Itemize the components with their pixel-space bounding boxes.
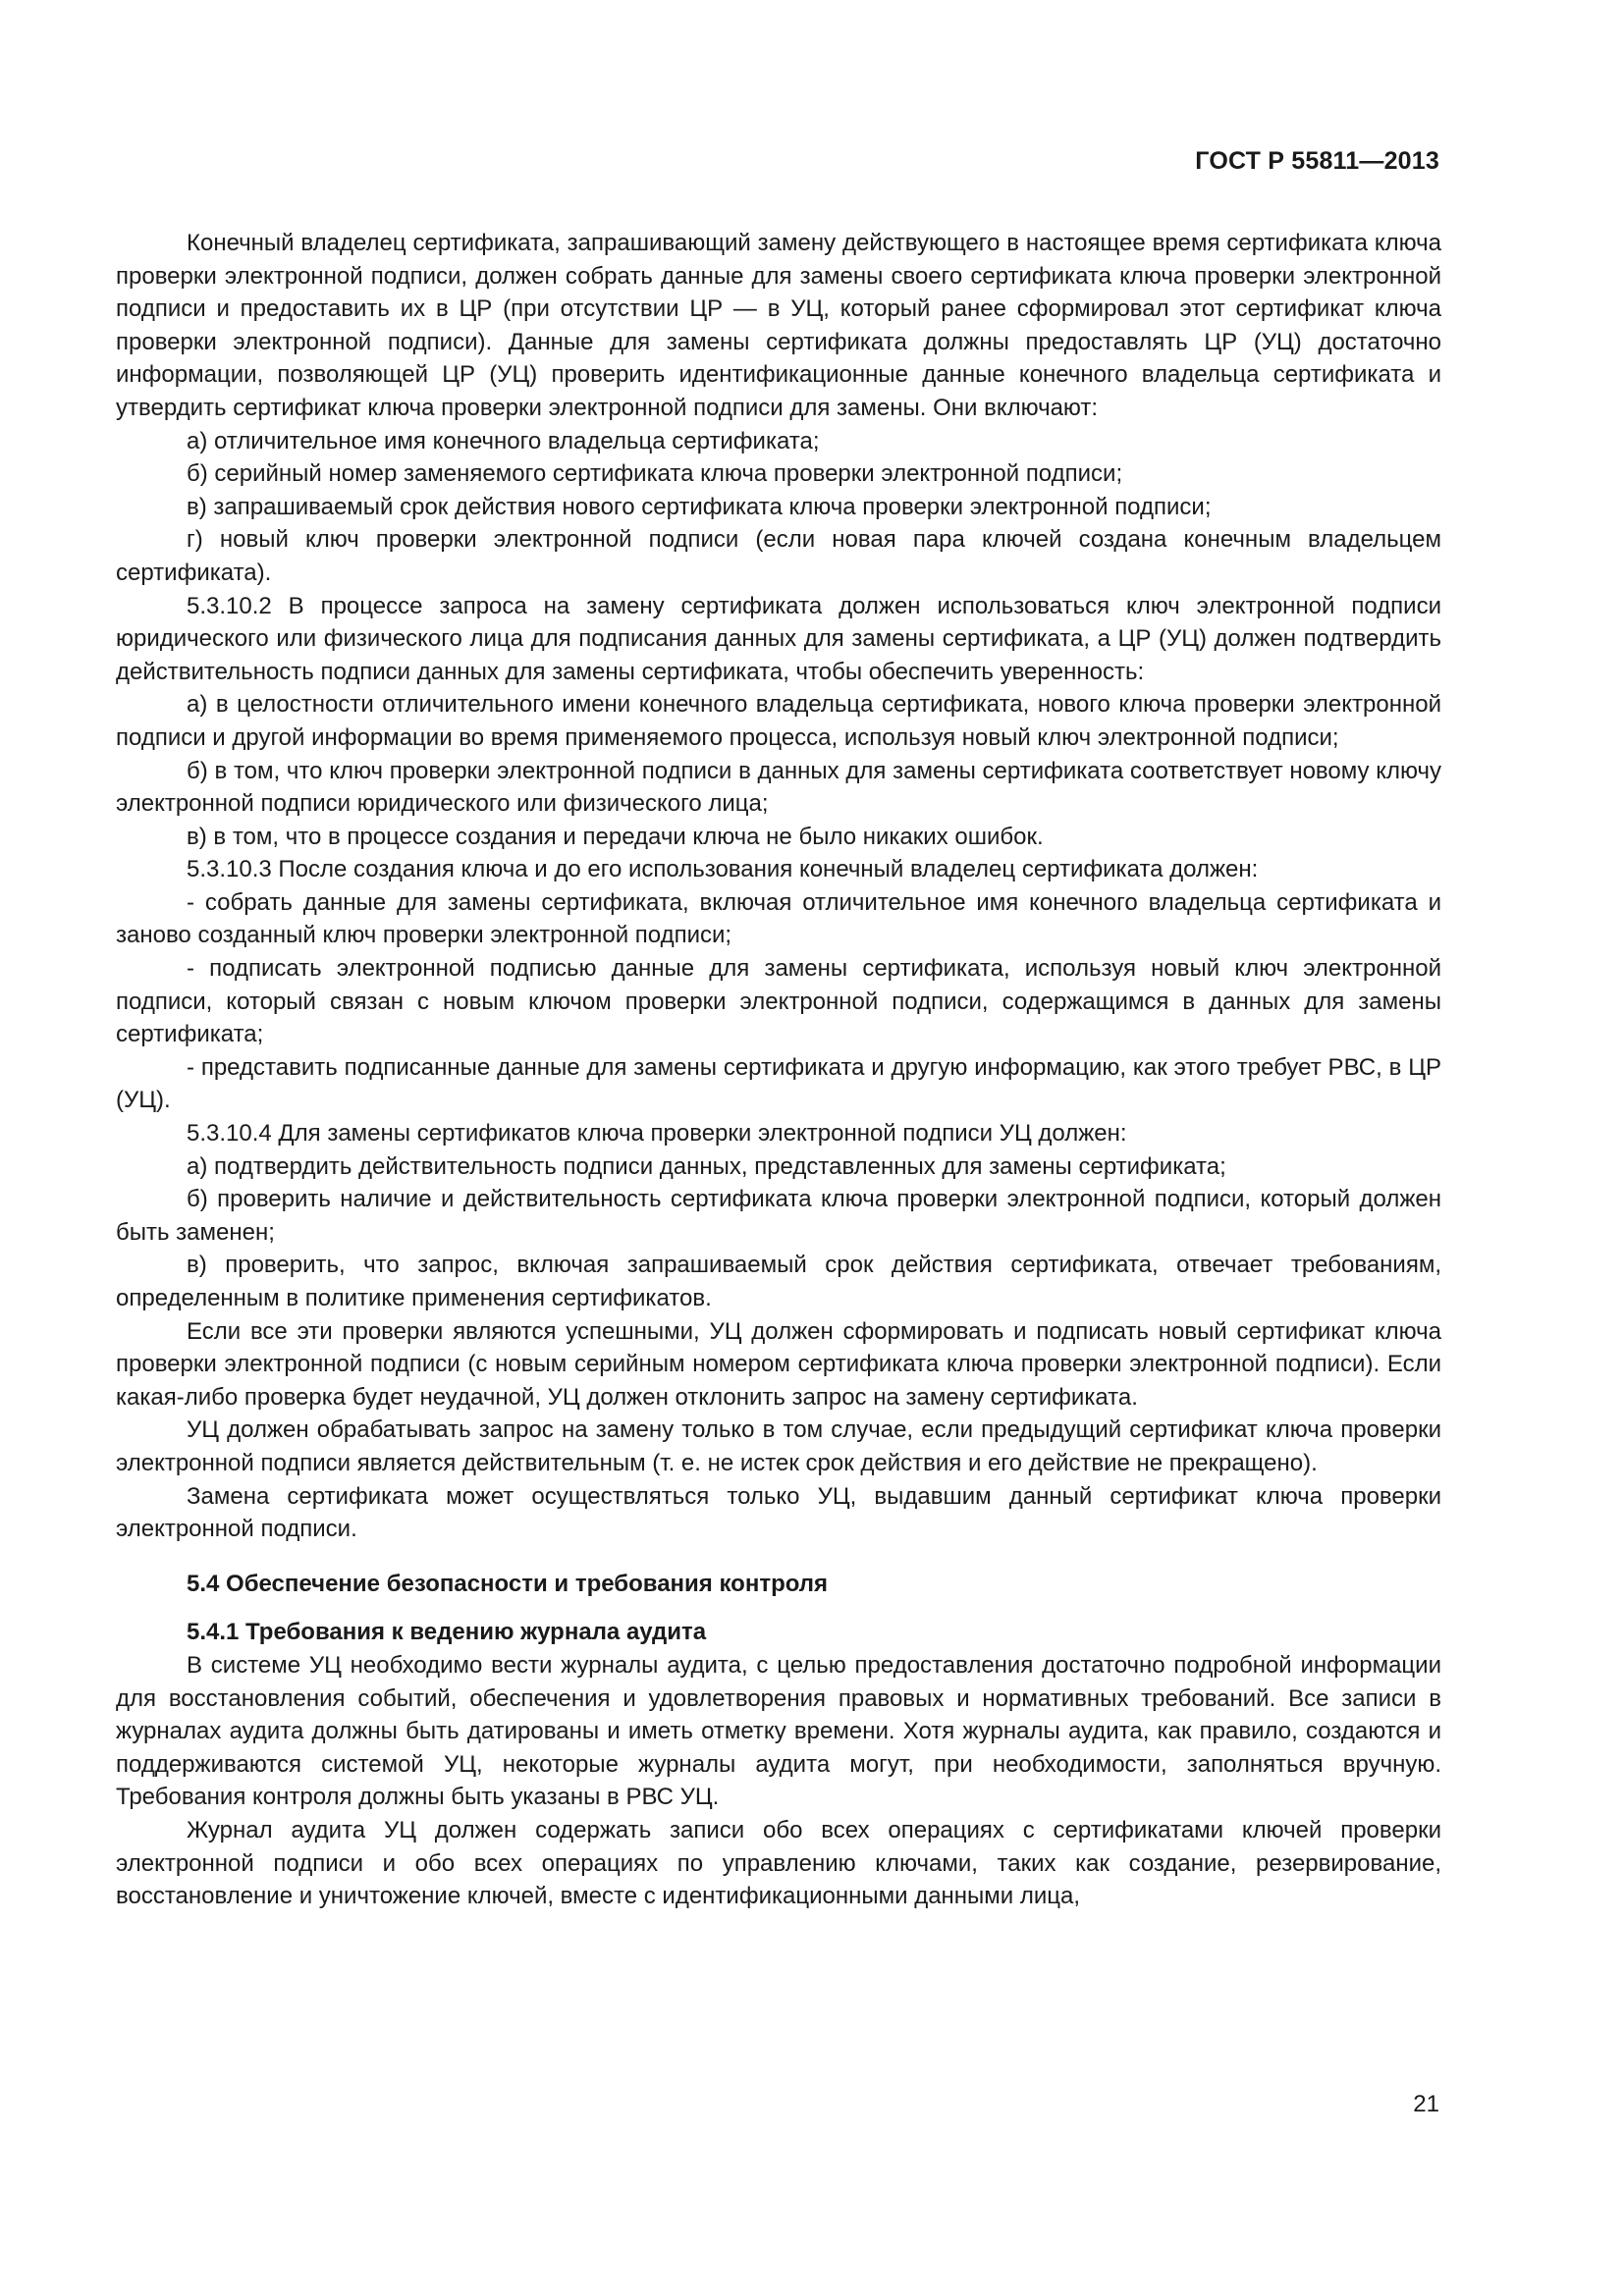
list-item: в) проверить, что запрос, включая запрашиваемый срок действия сертификата, отвечает требованиям, определенным в политике применения сертификатов. bbox=[116, 1252, 1441, 1311]
document-code: ГОСТ Р 55811—2013 bbox=[1195, 147, 1439, 175]
paragraph: Конечный владелец сертификата, запрашивающий замену действующего в настоящее время сертификата ключа проверки электронной подписи, должен собрать данные для замены своего сертификата ключа проверки электронной подписи и предоставить их в ЦР (при отсутствии ЦР — в УЦ, который ранее сформировал этот сертификат ключа проверки электронной подписи). Данные для замены сертификата должны предоставлять ЦР (УЦ) достаточно информации, позволяющей ЦР (УЦ) проверить идентификационные данные конечного владельца сертификата и утвердить сертификат ключа проверки электронной подписи для замены. Они включают: bbox=[116, 230, 1441, 421]
paragraph: Если все эти проверки являются успешными, УЦ должен сформировать и подписать новый сертификат ключа проверки электронной подписи (с новым серийным номером сертификата ключа проверки электронной подписи). Если какая-либо проверка будет неудачной, УЦ должен отклонить запрос на замену сертификата. bbox=[116, 1317, 1441, 1411]
paragraph: 5.3.10.3 После создания ключа и до его использования конечный владелец сертификата должен: bbox=[187, 856, 1259, 883]
paragraph: 5.3.10.4 Для замены сертификатов ключа проверки электронной подписи УЦ должен: bbox=[187, 1120, 1127, 1148]
paragraph: Замена сертификата может осуществляться только УЦ, выдавшим данный сертификат ключа проверки электронной подписи. bbox=[116, 1482, 1441, 1543]
list-item: а) отличительное имя конечного владельца сертификата; bbox=[187, 427, 820, 454]
paragraph: Журнал аудита УЦ должен содержать записи обо всех операциях с сертификатами ключей проверки электронной подписи и обо всех операциях по управлению ключами, таких как создание, резервирование, восстановление и уничтожение ключей, вместе с идентификационными данными лица, bbox=[116, 1816, 1441, 1910]
list-item: б) серийный номер заменяемого сертификата ключа проверки электронной подписи; bbox=[187, 460, 1123, 488]
subsection-heading: 5.4.1 Требования к ведению журнала аудита bbox=[187, 1619, 707, 1646]
list-item: б) проверить наличие и действительность сертификата ключа проверки электронной подписи, который должен быть заменен; bbox=[116, 1186, 1441, 1246]
document-body bbox=[116, 227, 1441, 1913]
paragraph: УЦ должен обрабатывать запрос на замену только в том случае, если предыдущий сертификат ключа проверки электронной подписи является действительным (т. е. не истек срок действия и его действие не прекращено). bbox=[116, 1416, 1441, 1476]
list-item: - собрать данные для замены сертификата, включая отличительное имя конечного владельца сертификата и заново созданный ключ проверки электронной подписи; bbox=[116, 888, 1441, 949]
list-item: - подписать электронной подписью данные для замены сертификата, используя новый ключ электронной подписи, который связан с новым ключом проверки электронной подписи, содержащимся в данных для замены сертификата; bbox=[116, 955, 1441, 1048]
page-number: 21 bbox=[1413, 2091, 1439, 2117]
list-item: в) запрашиваемый срок действия нового сертификата ключа проверки электронной подписи; bbox=[187, 493, 1212, 520]
paragraph: 5.3.10.2 В процессе запроса на замену сертификата должен использоваться ключ электронной подписи юридического или физического лица для подписания данных для замены сертификата, а ЦР (УЦ) должен подтвердить действительность подписи данных для замены сертификата, чтобы обеспечить уверенность: bbox=[116, 592, 1441, 685]
paragraph: В системе УЦ необходимо вести журналы аудита, с целью предоставления достаточно подробной информации для восстановления событий, обеспечения и удовлетворения правовых и нормативных требований. Все записи в журналах аудита должны быть датированы и иметь отметку времени. Хотя журналы аудита, как правило, создаются и поддерживаются системой УЦ, некоторые журналы аудита могут, при необходимости, заполняться вручную. Требования контроля должны быть указаны в РВС УЦ. bbox=[116, 1651, 1441, 1811]
list-item: б) в том, что ключ проверки электронной подписи в данных для замены сертификата соответствует новому ключу электронной подписи юридического или физического лица; bbox=[116, 757, 1441, 818]
list-item: а) в целостности отличительного имени конечного владельца сертификата, нового ключа проверки электронной подписи и другой информации во время применяемого процесса, используя новый ключ электронной подписи; bbox=[116, 691, 1441, 751]
section-heading: 5.4 Обеспечение безопасности и требования контроля bbox=[187, 1570, 829, 1597]
list-item: а) подтвердить действительность подписи данных, представленных для замены сертификата; bbox=[187, 1152, 1226, 1180]
list-item: г) новый ключ проверки электронной подписи (если новая пара ключей создана конечным владельцем сертификата). bbox=[116, 526, 1441, 586]
list-item: - представить подписанные данные для замены сертификата и другую информацию, как этого требует РВС, в ЦР (УЦ). bbox=[116, 1053, 1441, 1114]
list-item: в) в том, что в процессе создания и передачи ключа не было никаких ошибок. bbox=[187, 823, 1044, 850]
